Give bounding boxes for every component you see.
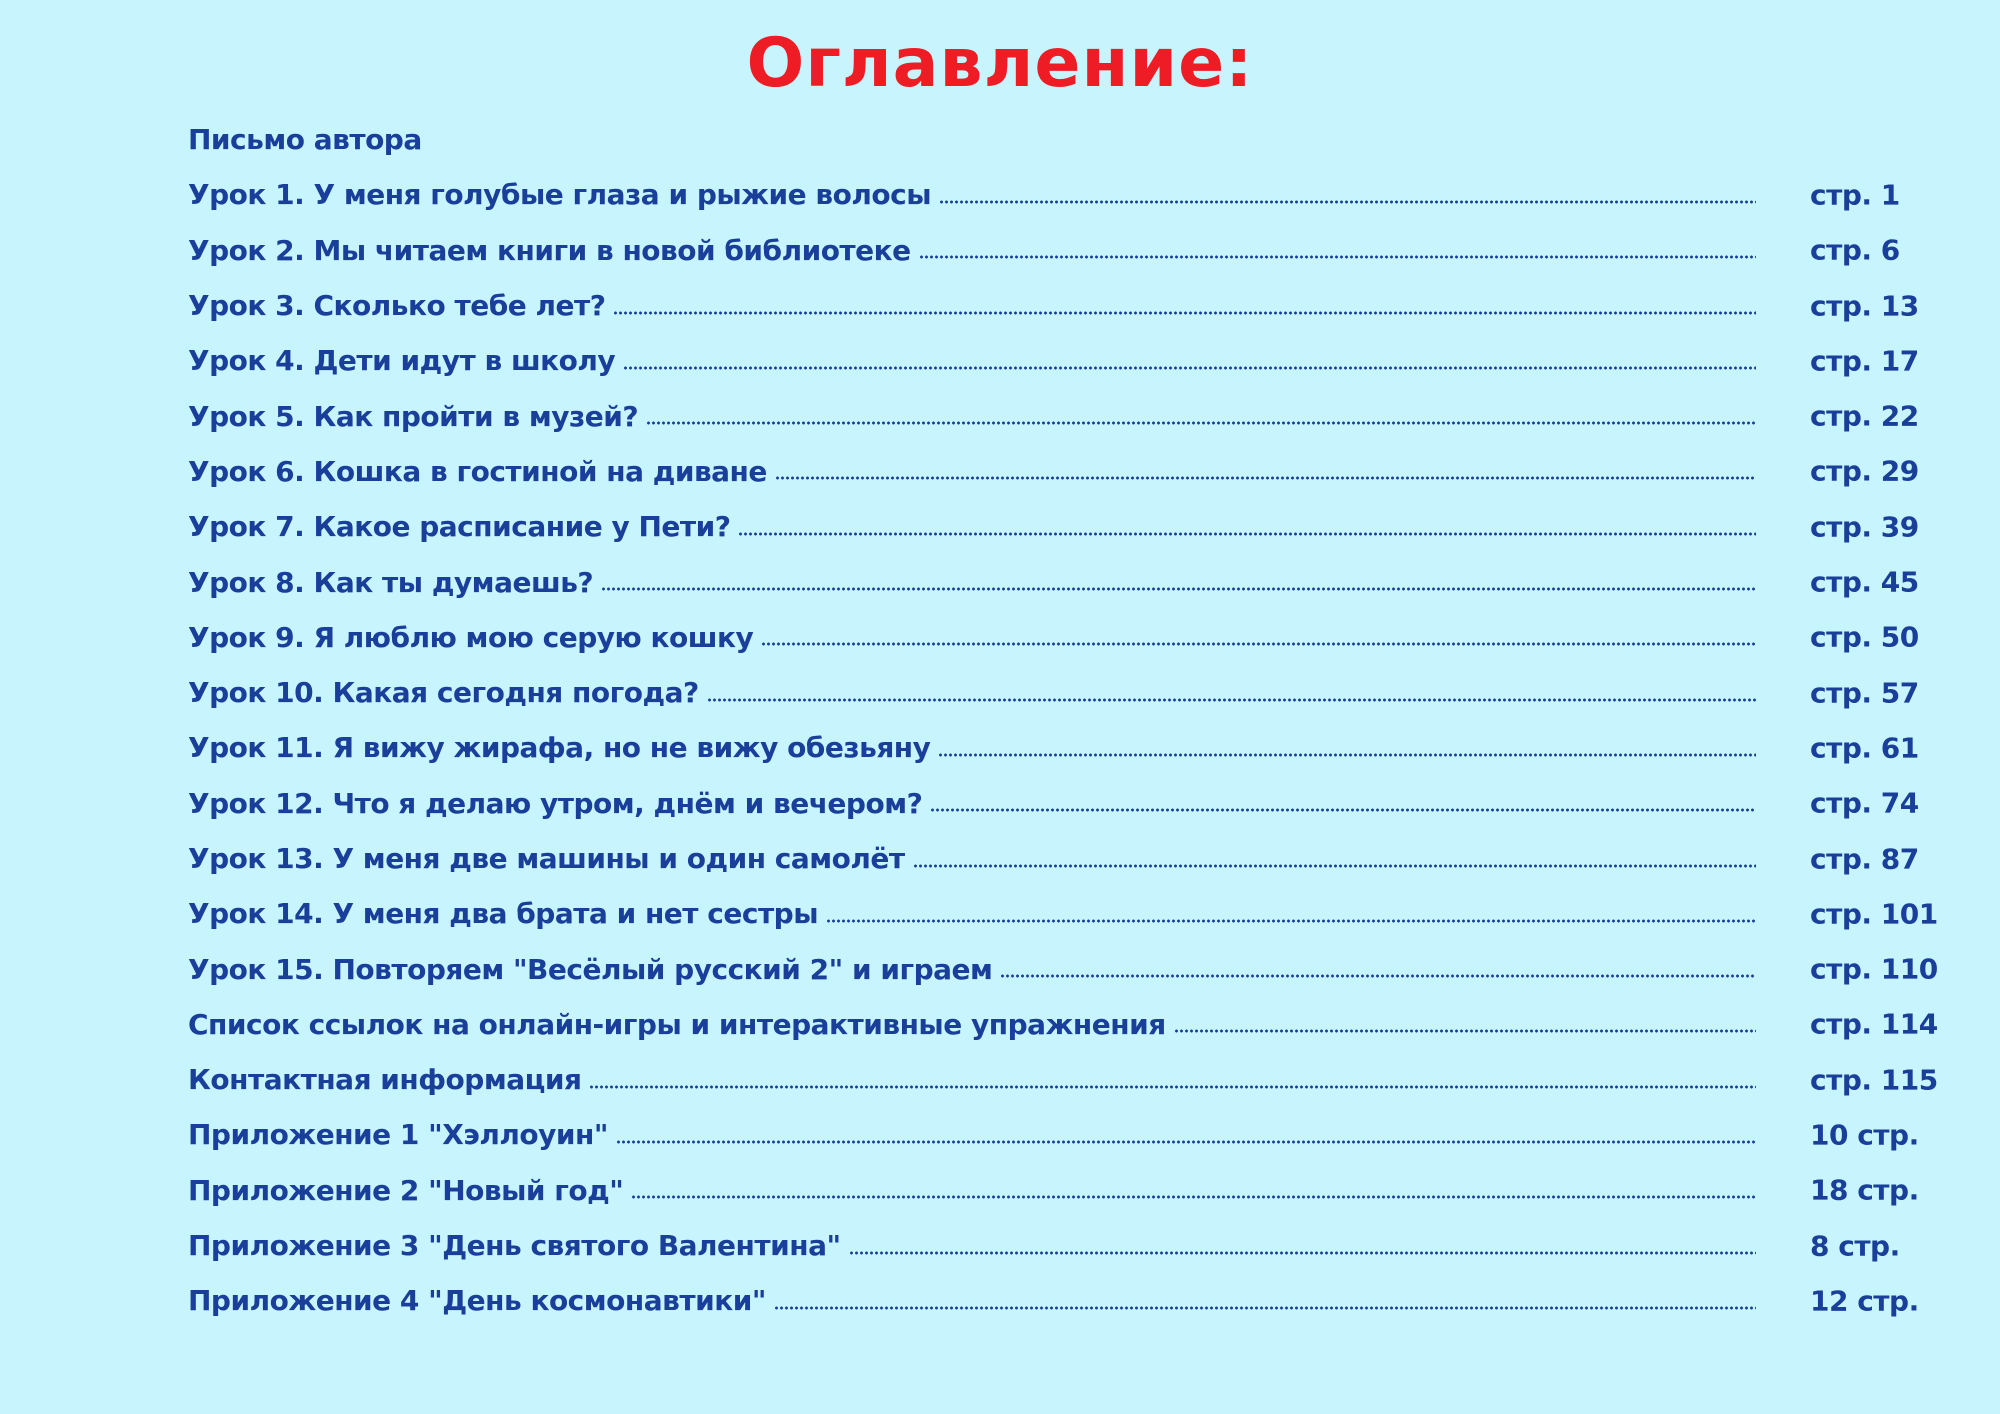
page-title: Оглавление: (746, 24, 1254, 103)
toc-entry[interactable] (188, 112, 1928, 167)
toc-entry[interactable] (188, 167, 1928, 222)
toc-entry-label: Письмо автора (188, 123, 422, 157)
toc-entry-label: Приложение 4 "День космонавтики" (188, 1284, 766, 1318)
toc-entry[interactable] (188, 610, 1928, 665)
toc-entry-page: 18 стр. (1810, 1173, 1919, 1207)
toc-entry-label: Урок 7. Какое расписание у Пети? (188, 510, 731, 544)
dotted-leader (601, 587, 1756, 591)
toc-entry-page: стр. 74 (1810, 786, 1919, 820)
toc-entry-page: стр. 45 (1810, 565, 1919, 599)
dotted-leader (646, 421, 1756, 425)
dotted-leader (616, 1140, 1756, 1144)
dotted-leader (738, 532, 1756, 536)
toc-entry-label: Список ссылок на онлайн-игры и интерактивные упражнения (188, 1007, 1166, 1041)
toc-entry-page: стр. 39 (1810, 510, 1919, 544)
toc-entry-label: Урок 11. Я вижу жирафа, но не вижу обезьяну (188, 731, 931, 765)
toc-entry[interactable] (188, 720, 1928, 775)
toc-entry-label: Урок 3. Сколько тебе лет? (188, 289, 606, 323)
toc-entry-label: Урок 6. Кошка в гостиной на диване (188, 454, 767, 488)
toc-entry[interactable] (188, 886, 1938, 941)
dotted-leader (1174, 1029, 1756, 1033)
table-of-contents (188, 112, 1938, 1329)
dotted-leader (775, 476, 1756, 480)
dotted-leader (613, 311, 1756, 315)
toc-entry[interactable] (188, 1107, 1928, 1162)
toc-entry-page: стр. 13 (1810, 289, 1919, 323)
toc-entry-page: стр. 57 (1810, 676, 1919, 710)
toc-entry[interactable] (188, 941, 1938, 996)
toc-entry-label: Урок 4. Дети идут в школу (188, 344, 616, 378)
toc-entry-label: Урок 14. У меня два брата и нет сестры (188, 897, 819, 931)
toc-entry[interactable] (188, 278, 1928, 333)
toc-entry-label: Урок 2. Мы читаем книги в новой библиотеке (188, 233, 911, 267)
toc-entry-page: 10 стр. (1810, 1118, 1919, 1152)
toc-entry-label: Урок 12. Что я делаю утром, днём и вечером? (188, 786, 923, 820)
dotted-leader (849, 1251, 1756, 1255)
toc-entry-page: стр. 6 (1810, 233, 1900, 267)
toc-entry-label: Приложение 3 "День святого Валентина" (188, 1229, 841, 1263)
toc-entry-label: Урок 8. Как ты думаешь? (188, 565, 594, 599)
toc-entry-page: стр. 1 (1810, 178, 1900, 212)
dotted-leader (589, 1085, 1756, 1089)
toc-entry[interactable] (188, 665, 1928, 720)
toc-entry[interactable] (188, 1218, 1928, 1273)
dotted-leader (761, 642, 1756, 646)
toc-entry-label: Приложение 2 "Новый год" (188, 1173, 624, 1207)
toc-entry[interactable] (188, 223, 1928, 278)
dotted-leader (913, 864, 1756, 868)
dotted-leader (631, 1195, 1756, 1199)
toc-entry[interactable] (188, 776, 1928, 831)
toc-entry-label: Урок 5. Как пройти в музей? (188, 399, 639, 433)
toc-entry[interactable] (188, 1052, 1938, 1107)
toc-entry-page: стр. 101 (1810, 897, 1938, 931)
toc-entry-page: 12 стр. (1810, 1284, 1919, 1318)
toc-entry-page: стр. 22 (1810, 399, 1919, 433)
toc-entry[interactable] (188, 388, 1928, 443)
dotted-leader (938, 753, 1756, 757)
toc-entry-page: стр. 17 (1810, 344, 1919, 378)
toc-entry[interactable] (188, 997, 1938, 1052)
toc-entry[interactable] (188, 499, 1928, 554)
toc-entry-page: стр. 110 (1810, 952, 1938, 986)
toc-entry-label: Урок 9. Я люблю мою серую кошку (188, 620, 754, 654)
toc-entry-label: Урок 10. Какая сегодня погода? (188, 676, 699, 710)
toc-entry[interactable] (188, 1273, 1928, 1328)
dotted-leader (1000, 974, 1756, 978)
toc-entry[interactable] (188, 1163, 1928, 1218)
dotted-leader (826, 919, 1756, 923)
toc-entry-label: Приложение 1 "Хэллоуин" (188, 1118, 608, 1152)
dotted-leader (623, 366, 1756, 370)
toc-entry[interactable] (188, 444, 1928, 499)
toc-entry-label: Урок 15. Повторяем "Весёлый русский 2" и играем (188, 952, 993, 986)
dotted-leader (930, 808, 1756, 812)
dotted-leader (919, 255, 1756, 259)
toc-entry[interactable] (188, 333, 1928, 388)
dotted-leader (774, 1306, 1756, 1310)
toc-entry-page: стр. 115 (1810, 1063, 1938, 1097)
dotted-leader (939, 200, 1756, 204)
toc-entry-page: стр. 29 (1810, 454, 1919, 488)
toc-entry-label: Урок 1. У меня голубые глаза и рыжие волосы (188, 178, 932, 212)
dotted-leader (707, 698, 1756, 702)
toc-entry-page: 8 стр. (1810, 1229, 1900, 1263)
toc-entry[interactable] (188, 554, 1928, 609)
toc-entry-page: стр. 87 (1810, 842, 1919, 875)
toc-entry-label: Урок 13. У меня две машины и один самолёт (188, 842, 905, 875)
toc-entry-page: стр. 61 (1810, 731, 1919, 765)
toc-entry[interactable] (188, 831, 1928, 886)
toc-entry-page: стр. 114 (1810, 1007, 1938, 1041)
toc-entry-label: Контактная информация (188, 1063, 582, 1097)
toc-entry-page: стр. 50 (1810, 620, 1919, 654)
